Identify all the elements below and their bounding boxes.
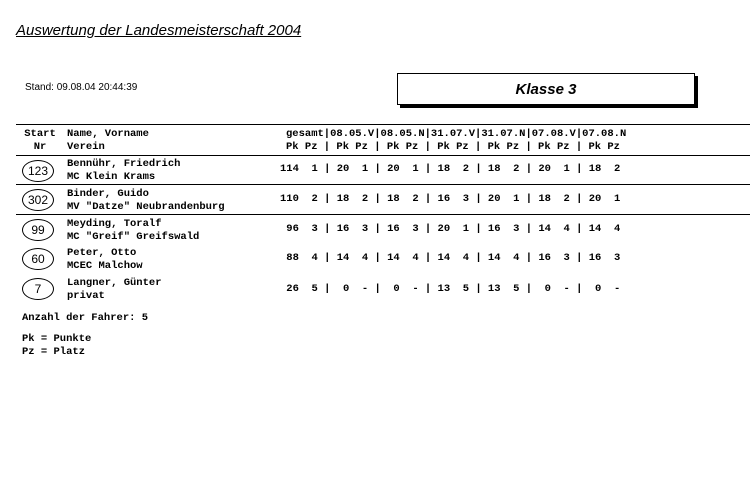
- row-scores: 114 1 | 20 1 | 20 1 | 18 2 | 18 2 | 20 1 | 18 2: [280, 163, 621, 175]
- row-name: Langner, Günter: [67, 277, 162, 289]
- legend-pz: Pz = Platz: [22, 346, 86, 358]
- row-name: Binder, Guido: [67, 188, 149, 200]
- rider-count: Anzahl der Fahrer: 5: [22, 312, 149, 324]
- start-nr-badge: 7: [22, 278, 54, 300]
- row-scores: 110 2 | 18 2 | 18 2 | 16 3 | 20 1 | 18 2 | 20 1: [280, 193, 621, 205]
- row-verein: MC Klein Krams: [67, 171, 156, 183]
- row-verein: privat: [67, 290, 105, 302]
- row-scores: 88 4 | 14 4 | 14 4 | 14 4 | 14 4 | 16 3 | 16 3: [280, 252, 621, 264]
- row-scores: 26 5 | 0 - | 0 - | 13 5 | 13 5 | 0 - | 0 -: [280, 283, 621, 295]
- row-name: Peter, Otto: [67, 247, 137, 259]
- legend-pk: Pk = Punkte: [22, 333, 92, 345]
- header-races: gesamt|08.05.V|08.05.N|31.07.V|31.07.N|07.08.V|07.08.N: [286, 128, 627, 140]
- document-title: Auswertung der Landesmeisterschaft 2004: [16, 22, 302, 39]
- row-verein: MC "Greif" Greifswald: [67, 231, 200, 243]
- row-name: Meyding, Toralf: [67, 218, 162, 230]
- row-verein: MCEC Malchow: [67, 260, 143, 272]
- row-divider: [16, 184, 750, 185]
- header-pk-pz: Pk Pz | Pk Pz | Pk Pz | Pk Pz | Pk Pz | Pk Pz | Pk Pz: [286, 141, 620, 153]
- row-scores: 96 3 | 16 3 | 16 3 | 20 1 | 16 3 | 14 4 | 14 4: [280, 223, 621, 235]
- header-bottom-rule: [16, 155, 750, 156]
- header-start: Start: [24, 128, 56, 140]
- start-nr-badge: 99: [22, 219, 54, 241]
- start-nr-badge: 60: [22, 248, 54, 270]
- start-nr-badge: 123: [22, 160, 54, 182]
- header-name: Name, Vorname: [67, 128, 149, 140]
- row-verein: MV "Datze" Neubrandenburg: [67, 201, 225, 213]
- start-nr-badge: 302: [22, 189, 54, 211]
- header-top-rule: [16, 124, 750, 125]
- header-verein: Verein: [67, 141, 105, 153]
- klasse-label: Klasse 3: [515, 81, 577, 98]
- stand-timestamp: Stand: 09.08.04 20:44:39: [25, 82, 138, 93]
- row-divider: [16, 214, 750, 215]
- row-name: Bennühr, Friedrich: [67, 158, 181, 170]
- klasse-box: [397, 73, 695, 105]
- header-nr: Nr: [33, 141, 47, 153]
